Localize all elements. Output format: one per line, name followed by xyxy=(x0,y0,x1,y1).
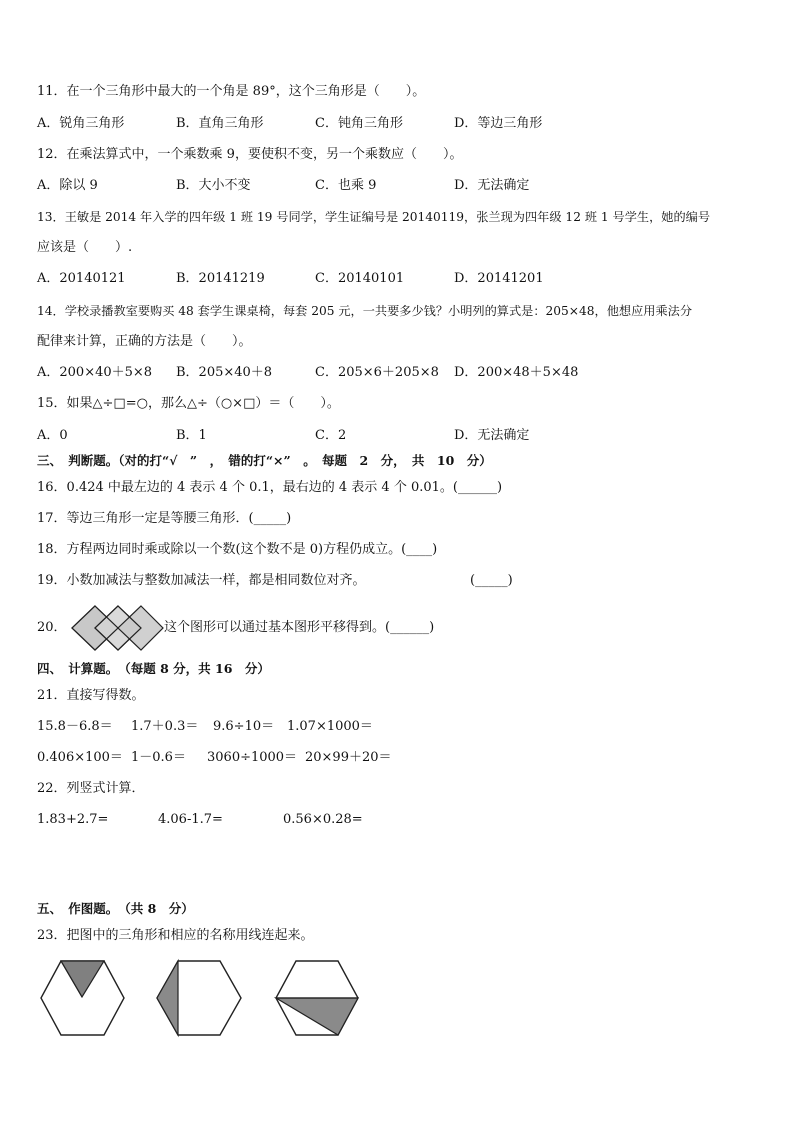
q11-stem: 11．在一个三角形中最大的一个角是 89°，这个三角形是（ ）。 xyxy=(37,84,426,99)
q22-item: 1.83+2.7= xyxy=(37,812,109,827)
hexagon-figure-1 xyxy=(40,960,125,1036)
q13-option-a: A．20140121 xyxy=(37,271,126,286)
q15-option-b: B．1 xyxy=(176,428,207,443)
q14-option-c: C．205×6＋205×8 xyxy=(315,365,439,380)
q21-item: 0.406×100＝ xyxy=(37,750,123,765)
q21-stem: 21．直接写得数。 xyxy=(37,688,145,703)
q22-stem: 22．列竖式计算． xyxy=(37,781,145,796)
q14-option-a: A．200×40＋5×8 xyxy=(37,365,153,380)
q12-option-a: A．除以 9 xyxy=(37,178,98,193)
q18: 18．方程两边同时乘或除以一个数(这个数不是 0)方程仍成立。(____) xyxy=(37,542,438,557)
q22-item: 0.56×0.28= xyxy=(283,812,363,827)
q13-option-c: C．20140101 xyxy=(315,271,405,286)
q21-item: 1－0.6＝ xyxy=(131,750,186,765)
q15-option-d: D．无法确定 xyxy=(454,428,530,443)
hexagon-figure-3 xyxy=(275,960,359,1036)
q14-stem-line2: 配律来计算，正确的方法是（ ）。 xyxy=(37,334,252,349)
q20-text: 这个图形可以通过基本图形平移得到。(______) xyxy=(164,620,435,635)
q21-item: 1.07×1000＝ xyxy=(287,719,373,734)
q13-option-d: D．20141201 xyxy=(454,271,544,286)
q12-stem: 12．在乘法算式中，一个乘数乘 9，要使积不变，另一个乘数应（ ）。 xyxy=(37,147,463,162)
q19-blank: (_____) xyxy=(470,573,513,588)
q11-option-b: B．直角三角形 xyxy=(176,116,264,131)
q11-option-a: A．锐角三角形 xyxy=(37,116,125,131)
q15-option-c: C．2 xyxy=(315,428,347,443)
q21-item: 20×99＋20＝ xyxy=(305,750,392,765)
q20-diamond-figure xyxy=(70,604,165,650)
q13-stem-line1: 13．王敏是 2014 年入学的四年级 1 班 19 号同学，学生证编号是 20140119，张兰现为四年级 12 班 1 号学生，她的编号 xyxy=(37,210,711,224)
q13-stem-line2: 应该是（ ）. xyxy=(37,240,133,255)
q22-item: 4.06-1.7= xyxy=(158,812,223,827)
hexagon-figure-2 xyxy=(156,960,242,1036)
q14-option-b: B．205×40＋8 xyxy=(176,365,273,380)
q21-item: 1.7＋0.3＝ xyxy=(131,719,199,734)
q20-number: 20． xyxy=(37,620,67,635)
section-3-heading: 三、 判断题。（对的打“√ ” ， 错的打“×” 。 每题 2 分， 共 10 分） xyxy=(37,453,492,468)
q16: 16．0.424 中最左边的 4 表示 4 个 0.1，最右边的 4 表示 4 个 0.01。(______) xyxy=(37,480,503,495)
q12-option-c: C．也乘 9 xyxy=(315,178,377,193)
q14-stem-line1: 14．学校录播教室要购买 48 套学生课桌椅，每套 205 元，一共要多少钱？小明列的算式是：205×48，他想应用乘法分 xyxy=(37,304,693,318)
q12-option-d: D．无法确定 xyxy=(454,178,530,193)
q11-option-d: D．等边三角形 xyxy=(454,116,543,131)
q15-stem: 15．如果△÷□=○，那么△÷（○×□）＝（ ）。 xyxy=(37,396,340,411)
q11-option-c: C．钝角三角形 xyxy=(315,116,403,131)
q21-item: 3060÷1000＝ xyxy=(207,750,298,765)
q15-option-a: A．0 xyxy=(37,428,68,443)
q21-item: 9.6÷10＝ xyxy=(213,719,275,734)
q23-stem: 23．把图中的三角形和相应的名称用线连起来。 xyxy=(37,928,314,943)
q21-item: 15.8－6.8＝ xyxy=(37,719,113,734)
q13-option-b: B．20141219 xyxy=(176,271,265,286)
q14-option-d: D．200×48＋5×48 xyxy=(454,365,579,380)
section-5-heading: 五、 作图题。 （共 8 分） xyxy=(37,901,194,916)
q17: 17．等边三角形一定是等腰三角形．(_____) xyxy=(37,511,292,526)
q12-option-b: B．大小不变 xyxy=(176,178,251,193)
q19-text: 19．小数加减法与整数加减法一样，都是相同数位对齐。 xyxy=(37,573,366,588)
section-4-heading: 四、 计算题。 （每题 8 分，共 16 分） xyxy=(37,661,270,676)
